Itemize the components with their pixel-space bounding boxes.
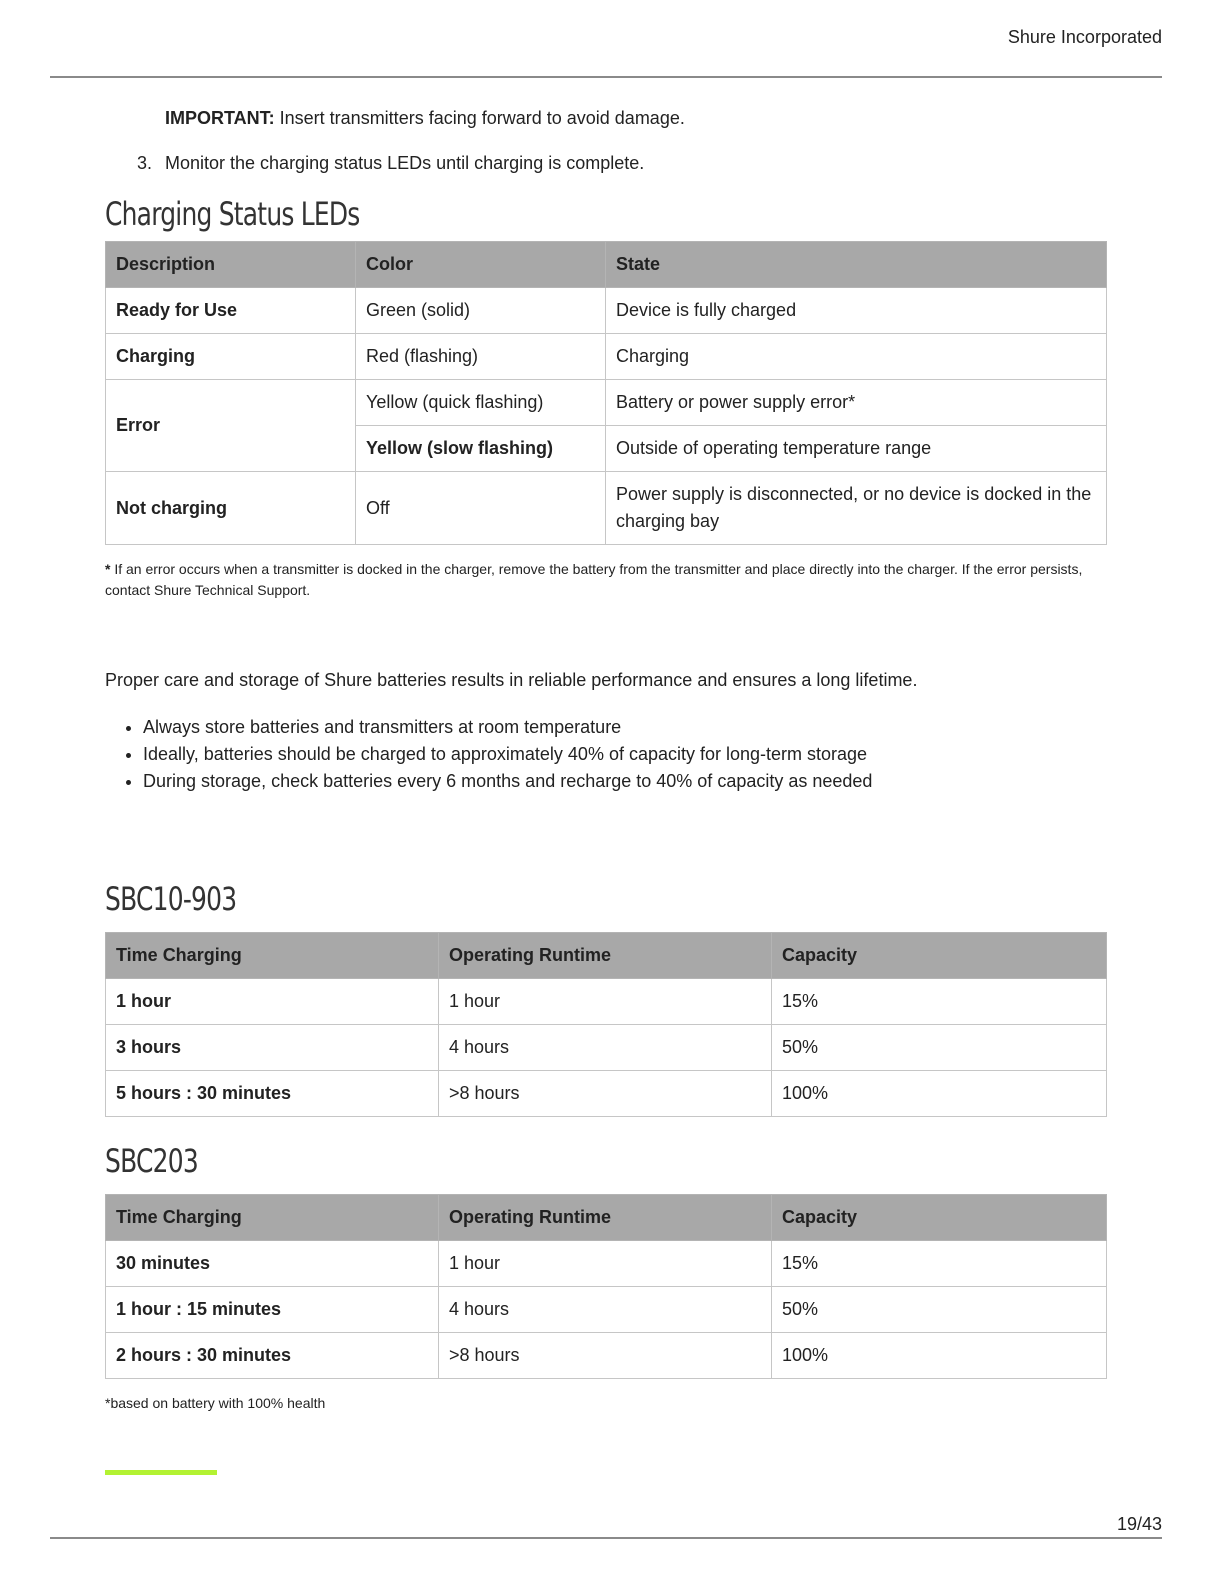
cell-capacity: 100% [772, 1333, 1107, 1379]
page-number: 19/43 [1116, 1514, 1162, 1534]
cell-capacity: 100% [772, 1071, 1107, 1117]
list-item: • Always store batteries and transmitters at room temperature [143, 714, 872, 741]
led-footnote [105, 559, 1106, 601]
cell-color: Yellow (slow flashing) [356, 426, 606, 472]
cell-time-charging: 3 hours [106, 1025, 439, 1071]
header-description: Description [106, 242, 356, 288]
cell-operating-runtime: >8 hours [439, 1071, 772, 1117]
table-row [106, 1071, 1107, 1117]
cell-color: Red (flashing) [356, 334, 606, 380]
table-row [106, 1241, 1107, 1287]
header-operating-runtime: Operating Runtime [439, 1195, 772, 1241]
cell-capacity: 15% [772, 979, 1107, 1025]
battery-health-footnote: *based on battery with 100% health [105, 1395, 326, 1411]
cell-color: Yellow (quick flashing) [356, 380, 606, 426]
list-item: • Ideally, batteries should be charged to approximately 40% of capacity for long-term storage [143, 741, 872, 768]
cell-description: Charging [106, 334, 356, 380]
header-capacity: Capacity [772, 1195, 1107, 1241]
table-header-row [106, 242, 1107, 288]
cell-description: Ready for Use [106, 288, 356, 334]
header-company-name: Shure Incorporated [1007, 27, 1162, 47]
footnote-mark: * [105, 561, 111, 577]
table-row [106, 380, 1107, 426]
list-item: • During storage, check batteries every 6 months and recharge to 40% of capacity as needed [143, 768, 872, 795]
table-row [106, 472, 1107, 545]
table-row [106, 1025, 1107, 1071]
care-bullet-list [105, 714, 872, 795]
cell-capacity: 50% [772, 1287, 1107, 1333]
important-note [165, 108, 685, 129]
charging-status-led-table [105, 241, 1107, 545]
step-3 [137, 153, 644, 174]
table-header-row [106, 933, 1107, 979]
important-label: IMPORTANT: [165, 108, 275, 128]
cell-state: Battery or power supply error* [606, 380, 1107, 426]
footnote-text: If an error occurs when a transmitter is docked in the charger, remove the battery from the transmitter and place directly into the charger. If the error persists, contact Shure Technical Support. [105, 561, 1083, 598]
footer-divider [50, 1537, 1162, 1539]
cell-state: Power supply is disconnected, or no device is docked in the charging bay [606, 472, 1107, 545]
cell-time-charging: 1 hour [106, 979, 439, 1025]
cell-color: Green (solid) [356, 288, 606, 334]
sbc203-charging-table [105, 1194, 1107, 1379]
table-row [106, 979, 1107, 1025]
cell-state: Device is fully charged [606, 288, 1107, 334]
header-operating-runtime: Operating Runtime [439, 933, 772, 979]
table-header-row [106, 1195, 1107, 1241]
cell-operating-runtime: 4 hours [439, 1287, 772, 1333]
cell-description: Not charging [106, 472, 356, 545]
table-row [106, 1287, 1107, 1333]
table-row [106, 1333, 1107, 1379]
cell-description: Error [106, 380, 356, 472]
cell-state: Charging [606, 334, 1107, 380]
important-text: Insert transmitters facing forward to avoid damage. [274, 108, 685, 128]
cell-operating-runtime: 4 hours [439, 1025, 772, 1071]
cell-capacity: 15% [772, 1241, 1107, 1287]
table-row [106, 288, 1107, 334]
header-time-charging: Time Charging [106, 933, 439, 979]
sbc203-section-title: SBC203 [105, 1142, 198, 1180]
led-section-title: Charging Status LEDs [105, 195, 360, 233]
cell-time-charging: 30 minutes [106, 1241, 439, 1287]
sbc10-charging-table [105, 932, 1107, 1117]
cell-operating-runtime: >8 hours [439, 1333, 772, 1379]
header-divider [50, 76, 1162, 78]
care-paragraph: Proper care and storage of Shure batteries results in reliable performance and ensures a long lifetime. [105, 670, 918, 690]
cell-capacity: 50% [772, 1025, 1107, 1071]
accent-bar [105, 1470, 217, 1475]
cell-state: Outside of operating temperature range [606, 426, 1107, 472]
step-text: Monitor the charging status LEDs until charging is complete. [165, 153, 645, 173]
sbc10-section-title: SBC10-903 [105, 880, 237, 918]
header-time-charging: Time Charging [106, 1195, 439, 1241]
header-capacity: Capacity [772, 933, 1107, 979]
header-color: Color [356, 242, 606, 288]
cell-time-charging: 5 hours : 30 minutes [106, 1071, 439, 1117]
table-row [106, 334, 1107, 380]
cell-operating-runtime: 1 hour [439, 1241, 772, 1287]
cell-operating-runtime: 1 hour [439, 979, 772, 1025]
header-state: State [606, 242, 1107, 288]
cell-time-charging: 2 hours : 30 minutes [106, 1333, 439, 1379]
cell-color: Off [356, 472, 606, 545]
cell-time-charging: 1 hour : 15 minutes [106, 1287, 439, 1333]
step-number: 3. [137, 153, 153, 173]
